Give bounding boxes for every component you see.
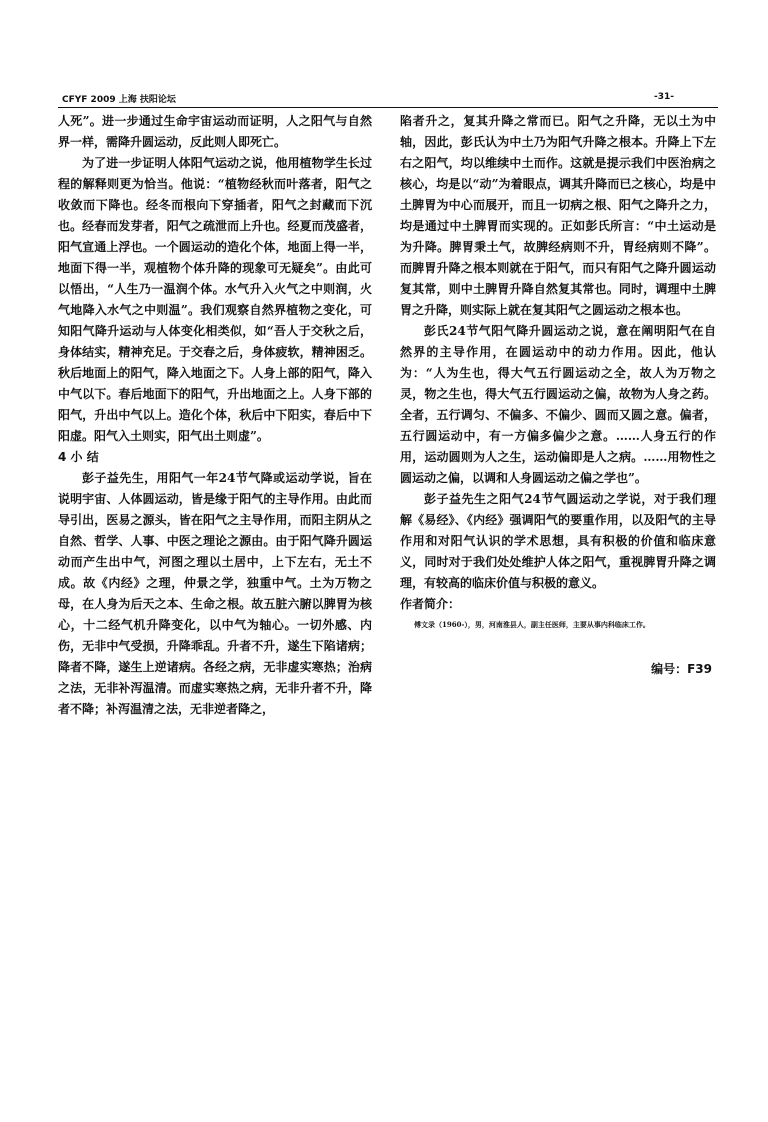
header-rule xyxy=(58,107,718,108)
paragraph: 为了进一步证明人体阳气运动之说，他用植物学生长过程的解释则更为恰当。他说：“植物经秋而叶落者，阳气之收敛而下降也。经冬而根向下穿插者，阳气之封藏而下沉也。经春而发芽者，阳气之疏泄而上升也。经夏而茂盛者，阳气宣通上浮也。一个圆运动的造化个体，地面上得一半，地面下得一半，观植物个体升降的现象可无疑矣”。由此可以悟出，“人生乃一温润个体。水气升入火气之中则润，火气地降入水气之中则温”。我们观察自然界植物之变化，可知阳气降升运动与人体变化相类似，如“吾人于交秋之后，身体结实，精神充足。于交春之后，身体疲软，精神困乏。秋后地面上的阳气，降入地面之下。人身上部的阳气，降入中气以下。春后地面下的阳气，升出地面之上。人身下部的阳气，升出中气以上。造化个体，秋后中下阳实，春后中下阳虚。阳气入土则实，阳气出土则虚”。 xyxy=(58,156,372,443)
paragraph: 陷者升之，复其升降之常而已。阳气之升降，无以土为中轴，因此，彭氏认为中土乃为阳气升降之根本。升降上下左右之阳气，均以维续中土而作。这就是提示我们中医治病之核心，均是以“动”为着眼点，调其升降而已之核心，均是中土脾胃为中心而展开，而且一切病之根、阳气之降升之力，均是通过中土脾胃而实现的。正如彭氏所言：“中土运动是为升降。脾胃秉土气，故脾经病则不升，胃经病则不降”。而脾胃升降之根本则就在于阳气，而只有阳气之降升圆运动复其常，则中土脾胃升降自然复其常也。同时，调理中土脾胃之升降，则实际上就在复其阳气之圆运动之根本也。 xyxy=(400,114,716,317)
paragraph: 彭子益先生之阳气24节气圆运动之学说，对于我们理解《易经》、《内经》强调阳气的要重作用，以及阳气的主导作用和对阳气认识的学术思想，具有积极的价值和临床意义，同时对于我们处处维护人体之阳气，重视脾胃升降之调理，有较高的临床价值与积极的意义。 xyxy=(400,492,716,590)
journal-title: CFYF 2009 上海 扶阳论坛 xyxy=(62,95,176,105)
right-column xyxy=(400,111,716,680)
author-bio: 傅文录（1960-），男，河南淮县人，副主任医师，主要从事内科临床工作。 xyxy=(414,620,650,629)
author-heading: 作者简介： xyxy=(400,597,461,611)
paragraph: 彭氏24节气阳气降升圆运动之说，意在阐明阳气在自然界的主导作用，在圆运动中的动力作用。因此，他认为：“人为生也，得大气五行圆运动之全，故人为万物之灵，物之生也，得大气五行圆运动之偏，故物为人身之药。全者，五行调匀、不偏多、不偏少、圆而又圆之意。偏者，五行圆运动中，有一方偏多偏少之意。……人身五行的作用，运动圆则为人之生，运动偏即是人之病。……用物性之圆运动之偏，以调和人身圆运动之偏之学也”。 xyxy=(400,324,716,485)
paragraph: 人死”。进一步通过生命宇宙运动而证明，人之阳气与自然界一样，需降升圆运动，反此则人即死亡。 xyxy=(58,114,372,149)
article-code: 编号：F39 xyxy=(651,662,712,676)
section-heading: 4 小 结 xyxy=(58,450,99,464)
paragraph: 彭子益先生，用阳气一年24节气降或运动学说，旨在说明宇宙、人体圆运动，皆是缘于阳气的主导作用。由此而导引出，医易之源头，皆在阳气之主导作用，而阳主阴从之自然、哲学、人事、中医之理论之源由。由于阳气降升圆运动而产生出中气，河图之理以土居中，上下左右，无土不成。故《内经》之理，仲景之学，独重中气。土为万物之母，在人身为后天之本、生命之根。故五脏六腑以脾胃为核心，十二经气机升降变化，以中气为轴心。一切外感、内伤，无非中气受损，升降乖乱。升者不升，遂生下陷诸病；降者不降，遂生上逆诸病。各经之病，无非虚实寒热；治病之法，无非补泻温清。而虚实寒热之病，无非升者不升，降者不降；补泻温清之法，无非逆者降之， xyxy=(58,471,372,716)
page-number: -31- xyxy=(654,92,674,102)
running-header xyxy=(62,92,714,106)
left-column xyxy=(58,111,372,720)
